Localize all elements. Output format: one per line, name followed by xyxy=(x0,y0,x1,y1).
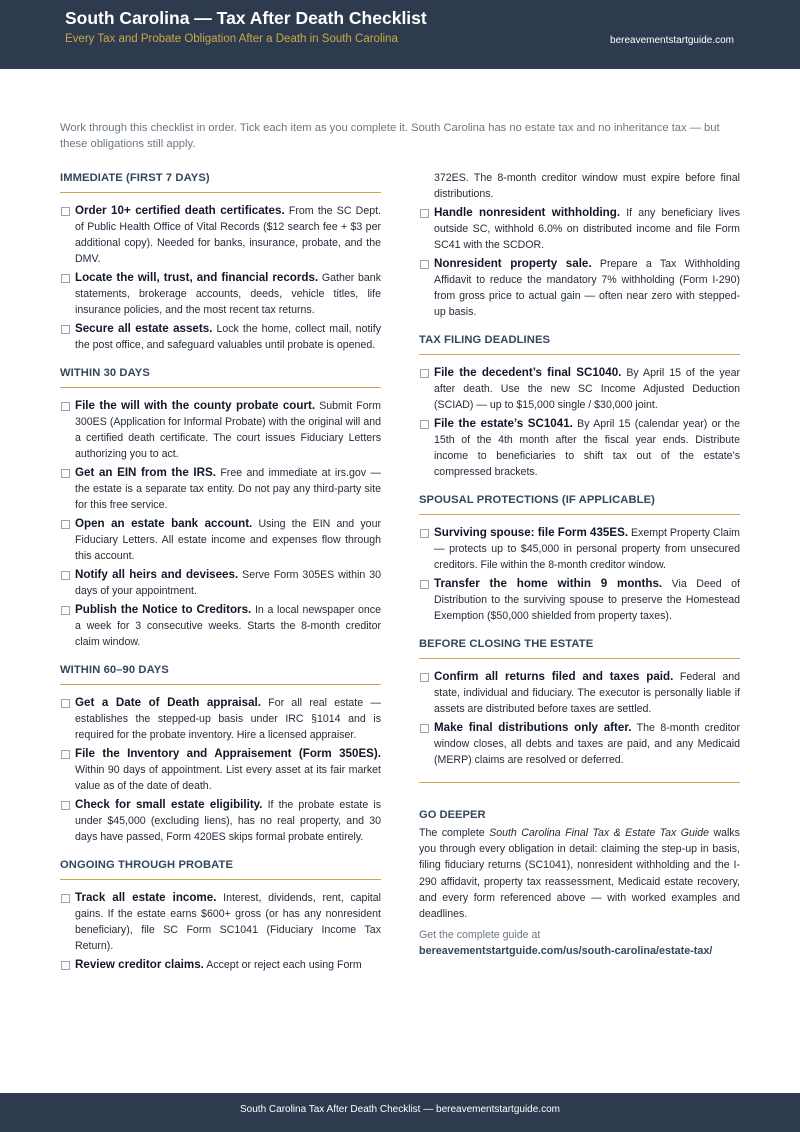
item-title: Order 10+ certified death certificates. xyxy=(75,204,285,217)
checkbox[interactable] xyxy=(61,325,70,334)
checklist-item[interactable] xyxy=(60,567,381,599)
item-body: Lock the home, collect mail, notify the post office, and safeguard valuables until probate is opened. xyxy=(75,323,382,351)
go-deeper-suffix: walks you through every obligation in detail: claiming the step-up in basis, filing fiduciary returns (SC1041), nonresident withholding and the I-290 affidavit, property tax reassessment, Medicaid estate recovery, and every form referenced above — with worked examples and deadlines. xyxy=(419,827,740,921)
right-column xyxy=(419,170,740,959)
item-title: Transfer the home within 9 months. xyxy=(434,577,663,590)
item-body: In a local newspaper once a week for 3 consecutive weeks. Starts the 8-month creditor claim window. xyxy=(75,604,381,648)
item-body: If the probate estate is under $45,000 (excluding liens), has no real property, and 30 days have passed, Form 420ES skips formal probate entirely. xyxy=(75,799,382,843)
checklist-item[interactable] xyxy=(60,695,381,743)
checklist-item[interactable] xyxy=(419,576,740,624)
checkbox[interactable] xyxy=(420,369,429,378)
item-body: Serve Form 305ES within 30 days of your appointment. xyxy=(75,569,381,597)
item-body: By April 15 of the year after death. Use the new SC Income Adjusted Deduction (SCIAD) — up to $15,000 single / $30,000 joint. xyxy=(434,367,740,411)
item-title: Get an EIN from the IRS. xyxy=(75,466,216,479)
checklist-item[interactable] xyxy=(60,797,381,845)
item-body: Interest, dividends, rent, capital gains. If the estate earns $600+ gross (or has any nonresident beneficiary), file SC Form SC1041 (Fiduciary Income Tax Return). xyxy=(75,892,381,952)
checkbox[interactable] xyxy=(61,750,70,759)
item-title: Open an estate bank account. xyxy=(75,517,253,530)
section-tax-filing-deadlines xyxy=(419,332,740,480)
item-title: Confirm all returns filed and taxes paid. xyxy=(434,670,674,683)
checkbox[interactable] xyxy=(61,207,70,216)
checklist-item[interactable] xyxy=(60,890,381,954)
section-heading: IMMEDIATE (FIRST 7 DAYS) xyxy=(60,170,381,193)
checklist-item[interactable] xyxy=(419,256,740,320)
item-body: Federal and state, individual and fiduciary. The executor is personally liable if assets are distributed before taxes are settled. xyxy=(434,671,740,715)
checkbox[interactable] xyxy=(420,724,429,733)
section-heading: BEFORE CLOSING THE ESTATE xyxy=(419,636,740,659)
checklist-item[interactable] xyxy=(419,416,740,480)
checkbox[interactable] xyxy=(61,469,70,478)
item-body: Submit Form 300ES (Application for Informal Probate) with the original will and a certified death certificate. The court issues Fiduciary Letters authorizing you to act. xyxy=(75,400,382,460)
checkbox[interactable] xyxy=(420,580,429,589)
page-title: South Carolina — Tax After Death Checklist xyxy=(65,8,427,28)
item-title: Locate the will, trust, and financial records. xyxy=(75,271,319,284)
checklist-item[interactable] xyxy=(60,516,381,564)
left-column xyxy=(60,170,381,985)
item-title: Notify all heirs and devisees. xyxy=(75,568,239,581)
header-site: bereavementstartguide.com xyxy=(610,35,734,46)
item-body: Via Deed of Distribution to the surviving spouse to preserve the Homestead Exemption ($50,000 shielded from property taxes). xyxy=(434,578,740,622)
item-body: Using the EIN and your Fiduciary Letters. All estate income and expenses flow through this account. xyxy=(75,518,381,562)
section-ongoing-through-probate xyxy=(60,857,381,973)
item-body: For all real estate — establishes the stepped-up basis under IRC §1014 and is required for the probate inventory. Hire a licensed appraiser. xyxy=(75,697,381,741)
checklist-item[interactable] xyxy=(60,957,381,973)
item-body: Prepare a Tax Withholding Affidavit to reduce the mandatory 7% withholding (Form I-290) from gross price to actual gain — often near zero with stepped-up basis. xyxy=(434,258,740,318)
section-spousal-protections xyxy=(419,492,740,624)
item-title: Get a Date of Death appraisal. xyxy=(75,696,261,709)
checkbox[interactable] xyxy=(420,673,429,682)
checkbox[interactable] xyxy=(61,961,70,970)
checklist-item[interactable] xyxy=(60,270,381,318)
checklist-item[interactable] xyxy=(419,365,740,413)
checklist-item[interactable] xyxy=(419,669,740,717)
section-heading: SPOUSAL PROTECTIONS (IF APPLICABLE) xyxy=(419,492,740,515)
item-body: Exempt Property Claim — protects up to $45,000 in personal property from unsecured creditors. File within the 8-month creditor window. xyxy=(434,527,740,571)
divider xyxy=(419,782,740,783)
guide-title: South Carolina Final Tax & Estate Tax Guide xyxy=(489,827,710,839)
checklist-item[interactable] xyxy=(60,203,381,267)
checkbox[interactable] xyxy=(420,420,429,429)
checkbox[interactable] xyxy=(61,699,70,708)
go-deeper-body xyxy=(419,825,740,922)
checkbox[interactable] xyxy=(420,529,429,538)
guide-link[interactable]: bereavementstartguide.com/us/south-carolina/estate-tax/ xyxy=(419,945,713,958)
item-title: Make final distributions only after. xyxy=(434,721,632,734)
section-heading: TAX FILING DEADLINES xyxy=(419,332,740,355)
item-body: Gather bank statements, brokerage accounts, deeds, vehicle titles, life insurance policies, and the most recent tax returns. xyxy=(75,272,381,316)
section-within-60-90-days xyxy=(60,662,381,845)
section-immediate xyxy=(60,170,381,353)
section-heading: WITHIN 30 DAYS xyxy=(60,365,381,388)
item-title: Track all estate income. xyxy=(75,891,217,904)
item-title: File the decedent’s final SC1040. xyxy=(434,366,622,379)
item-body: If any beneficiary lives outside SC, withhold 6.0% on distributed income and file Form SC41 with the SCDOR. xyxy=(434,207,740,251)
checklist-item[interactable] xyxy=(60,321,381,353)
go-deeper xyxy=(419,809,740,959)
item-body: By April 15 (calendar year) or the 15th of the 4th month after the fiscal year ends. Distribute income to beneficiaries to shift tax out of the estate’s compressed brackets. xyxy=(434,418,740,478)
page-subtitle: Every Tax and Probate Obligation After a Death in South Carolina xyxy=(65,33,398,45)
item-title: File the will with the county probate court. xyxy=(75,399,316,412)
page-footer: South Carolina Tax After Death Checklist — bereavementstartguide.com xyxy=(0,1093,800,1132)
checkbox[interactable] xyxy=(61,894,70,903)
item-title: Nonresident property sale. xyxy=(434,257,592,270)
checklist-item[interactable] xyxy=(60,398,381,462)
item-body: Free and immediate at irs.gov — the estate is a separate tax entity. Do not pay any third-party site for this free service. xyxy=(75,467,381,511)
page-header xyxy=(0,0,800,69)
guide-link-label: Get the complete guide at xyxy=(419,929,541,942)
checkbox[interactable] xyxy=(61,801,70,810)
go-deeper-heading: GO DEEPER xyxy=(419,809,486,821)
checkbox[interactable] xyxy=(61,606,70,615)
item-title: Review creditor claims. xyxy=(75,958,204,971)
item-title: Check for small estate eligibility. xyxy=(75,798,263,811)
checklist-item[interactable] xyxy=(419,205,740,253)
item-title: Surviving spouse: file Form 435ES. xyxy=(434,526,629,539)
item-title: Secure all estate assets. xyxy=(75,322,213,335)
section-heading: ONGOING THROUGH PROBATE xyxy=(60,857,381,880)
item-body: From the SC Dept. of Public Health Office of Vital Records ($12 search fee + $3 per additional copy). Needed for banks, insurance, probate, and the DMV. xyxy=(75,205,382,265)
item-title: File the Inventory and Appraisement (Form 350ES). xyxy=(75,747,381,760)
item-title: Handle nonresident withholding. xyxy=(434,206,621,219)
item-body: Accept or reject each using Form xyxy=(206,959,362,971)
checkbox[interactable] xyxy=(61,571,70,580)
item-body: Within 90 days of appointment. List every asset at its fair market value as of the date of death. xyxy=(75,764,381,792)
checklist-item[interactable] xyxy=(60,602,381,650)
intro-text: Work through this checklist in order. Tick each item as you complete it. South Carolina has no estate tax and no inheritance tax — but these obligations still apply. xyxy=(60,122,720,150)
item-title: Publish the Notice to Creditors. xyxy=(75,603,252,616)
checklist-item[interactable] xyxy=(60,465,381,513)
checkbox[interactable] xyxy=(61,520,70,529)
section-within-30-days xyxy=(60,365,381,650)
checklist-item[interactable] xyxy=(419,720,740,768)
checkbox[interactable] xyxy=(61,274,70,283)
item-body-continued: 372ES. The 8-month creditor window must expire before final distributions. xyxy=(434,172,740,200)
checkbox[interactable] xyxy=(420,260,429,269)
checklist-item[interactable] xyxy=(60,746,381,794)
section-before-closing xyxy=(419,636,740,768)
checkbox[interactable] xyxy=(61,402,70,411)
section-heading: WITHIN 60–90 DAYS xyxy=(60,662,381,685)
checkbox[interactable] xyxy=(420,209,429,218)
checklist-item[interactable] xyxy=(419,525,740,573)
go-deeper-prefix: The complete xyxy=(419,827,490,839)
item-body: The 8-month creditor window closes, all debts and taxes are paid, and any Medicaid (MERP) claims are resolved or deferred. xyxy=(434,722,740,766)
item-title: File the estate’s SC1041. xyxy=(434,417,573,430)
